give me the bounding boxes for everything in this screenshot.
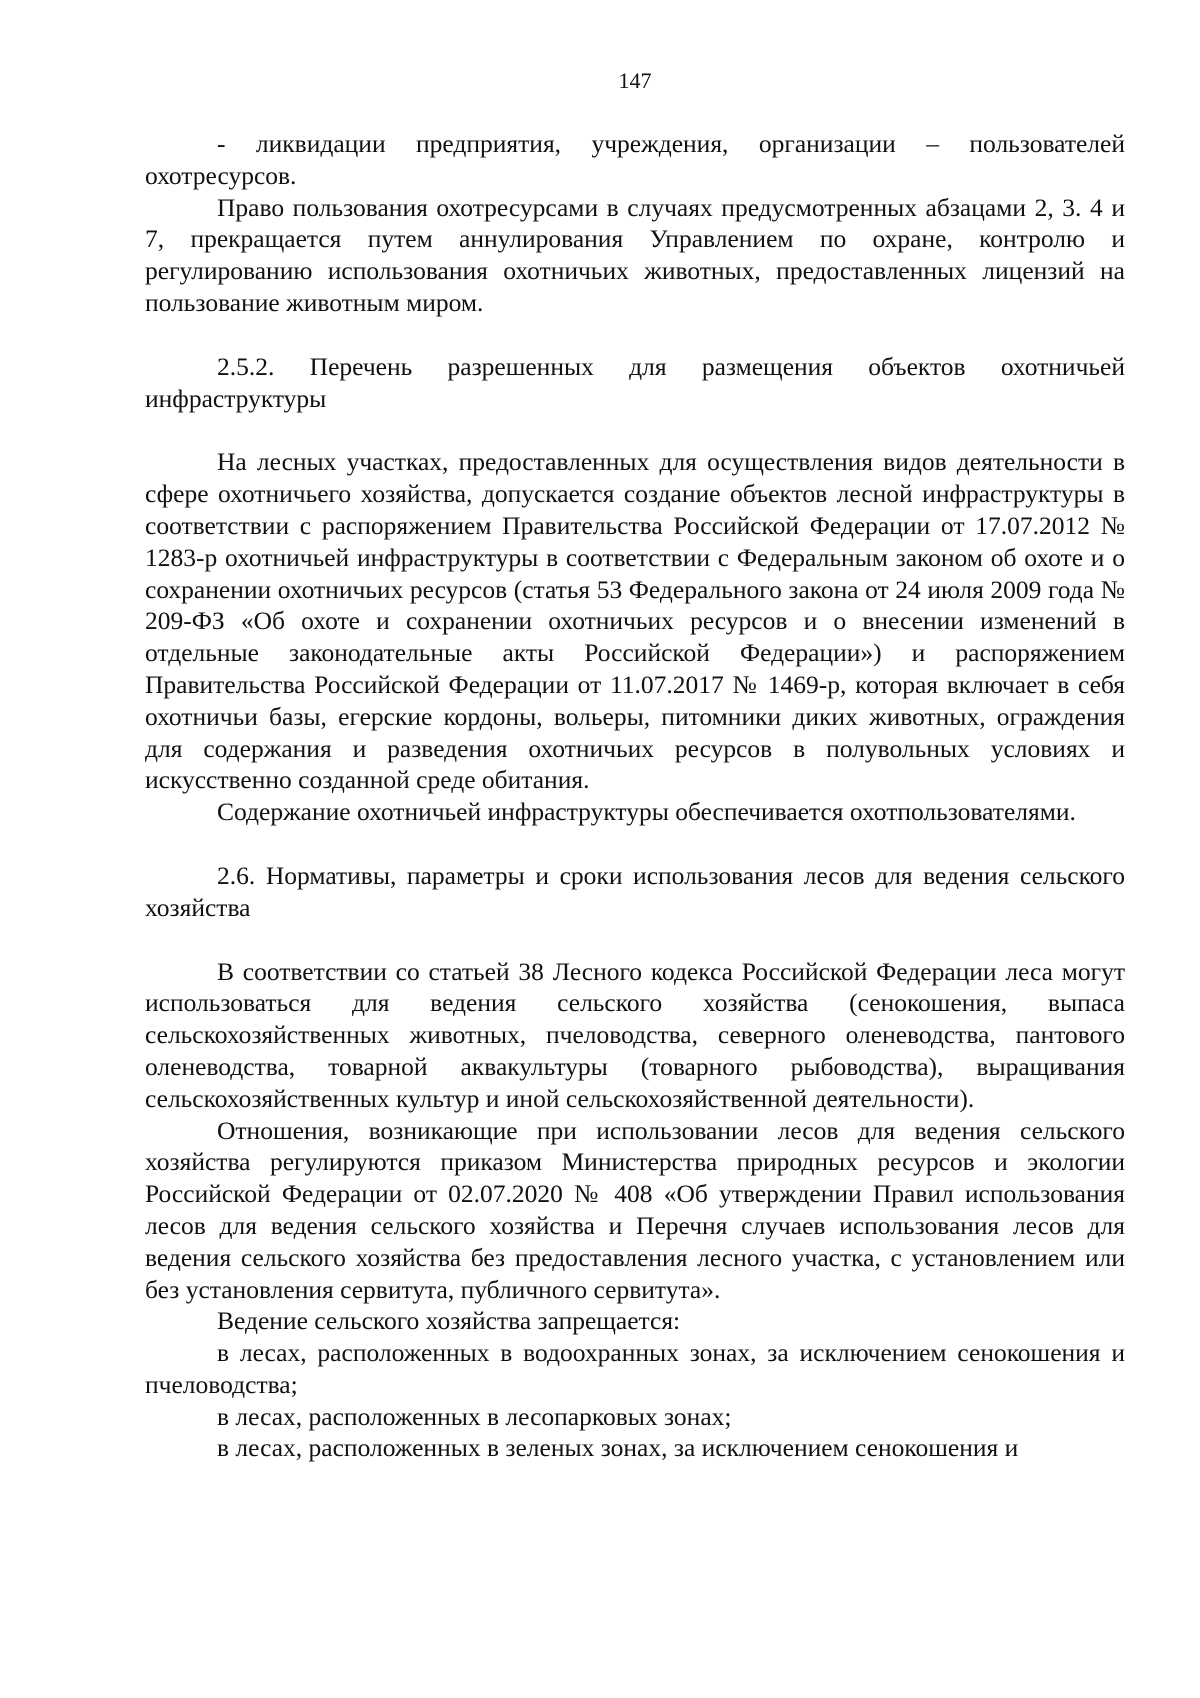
paragraph-relations-regulation: Отношения, возникающие при использовании лесов для ведения сельского хозяйства регулируются приказом Министерства природных ресурсов и экологии Российской Федерации от 02.07.2020 № 408 «Об утверждении Правил использования лесов для ведения сельского хозяйства и Перечня случаев использования лесов для ведения сельского хозяйства без предоставления лесного участка, с установлением или без установления сервитута, публичного сервитута». xyxy=(145,1115,1125,1304)
paragraph-prohibition-intro: Ведение сельского хозяйства запрещается: xyxy=(217,1306,681,1336)
paragraph-green-zones: в лесах, расположенных в зеленых зонах, за исключением сенокошения и xyxy=(217,1433,1019,1463)
paragraph-water-protection-zones: в лесах, расположенных в водоохранных зонах, за исключением сенокошения и пчеловодства; xyxy=(145,1338,1125,1399)
document-body xyxy=(145,128,1125,1464)
paragraph-infrastructure-maintenance: Содержание охотничьей инфраструктуры обеспечивается охотпользователями. xyxy=(217,797,1076,827)
page-number: 147 xyxy=(618,68,652,93)
section-heading-2-5-2: 2.5.2. Перечень разрешенных для размещения объектов охотничьей инфраструктуры xyxy=(145,351,1125,413)
document-page xyxy=(145,0,1125,1698)
paragraph-forest-park-zones: в лесах, расположенных в лесопарковых зонах; xyxy=(217,1401,732,1431)
section-heading-2-6: 2.6. Нормативы, параметры и сроки использования лесов для ведения сельского хозяйства xyxy=(145,860,1125,922)
paragraph-right-of-use: Право пользования охотресурсами в случаях предусмотренных абзацами 2, 3. 4 и 7, прекращается путем аннулирования Управлением по охране, контролю и регулированию использования охотничьих животных, предоставленных лицензий на пользование животным миром. xyxy=(145,192,1125,317)
paragraph-liquidation: - ликвидации предприятия, учреждения, организации – пользователей охотресурсов. xyxy=(145,129,1125,190)
paragraph-forest-code-article-38: В соответствии со статьей 38 Лесного кодекса Российской Федерации леса могут использоваться для ведения сельского хозяйства (сенокошения, выпаса сельскохозяйственных животных, пчеловодства, северного оленеводства, пантового оленеводства, товарной аквакультуры (товарного рыбоводства), выращивания сельскохозяйственных культур и иной сельскохозяйственной деятельности). xyxy=(145,956,1125,1113)
paragraph-hunting-infrastructure: На лесных участках, предоставленных для осуществления видов деятельности в сфере охотничьего хозяйства, допускается создание объектов лесной инфраструктуры в соответствии с распоряжением Правительства Российской Федерации от 17.07.2012 № 1283-р охотничьей инфраструктуры в соответствии с Федеральным законом об охоте и о сохранении охотничьих ресурсов (статья 53 Федерального закона от 24 июля 2009 года № 209-ФЗ «Об охоте и сохранении охотничьих ресурсов и о внесении изменений в отдельные законодательные акты Российской Федерации») и распоряжением Правительства Российской Федерации от 11.07.2017 № 1469-р, которая включает в себя охотничьи базы, егерские кордоны, вольеры, питомники диких животных, ограждения для содержания и разведения охотничьих ресурсов в полувольных условиях и искусственно созданной среде обитания. xyxy=(145,447,1125,795)
